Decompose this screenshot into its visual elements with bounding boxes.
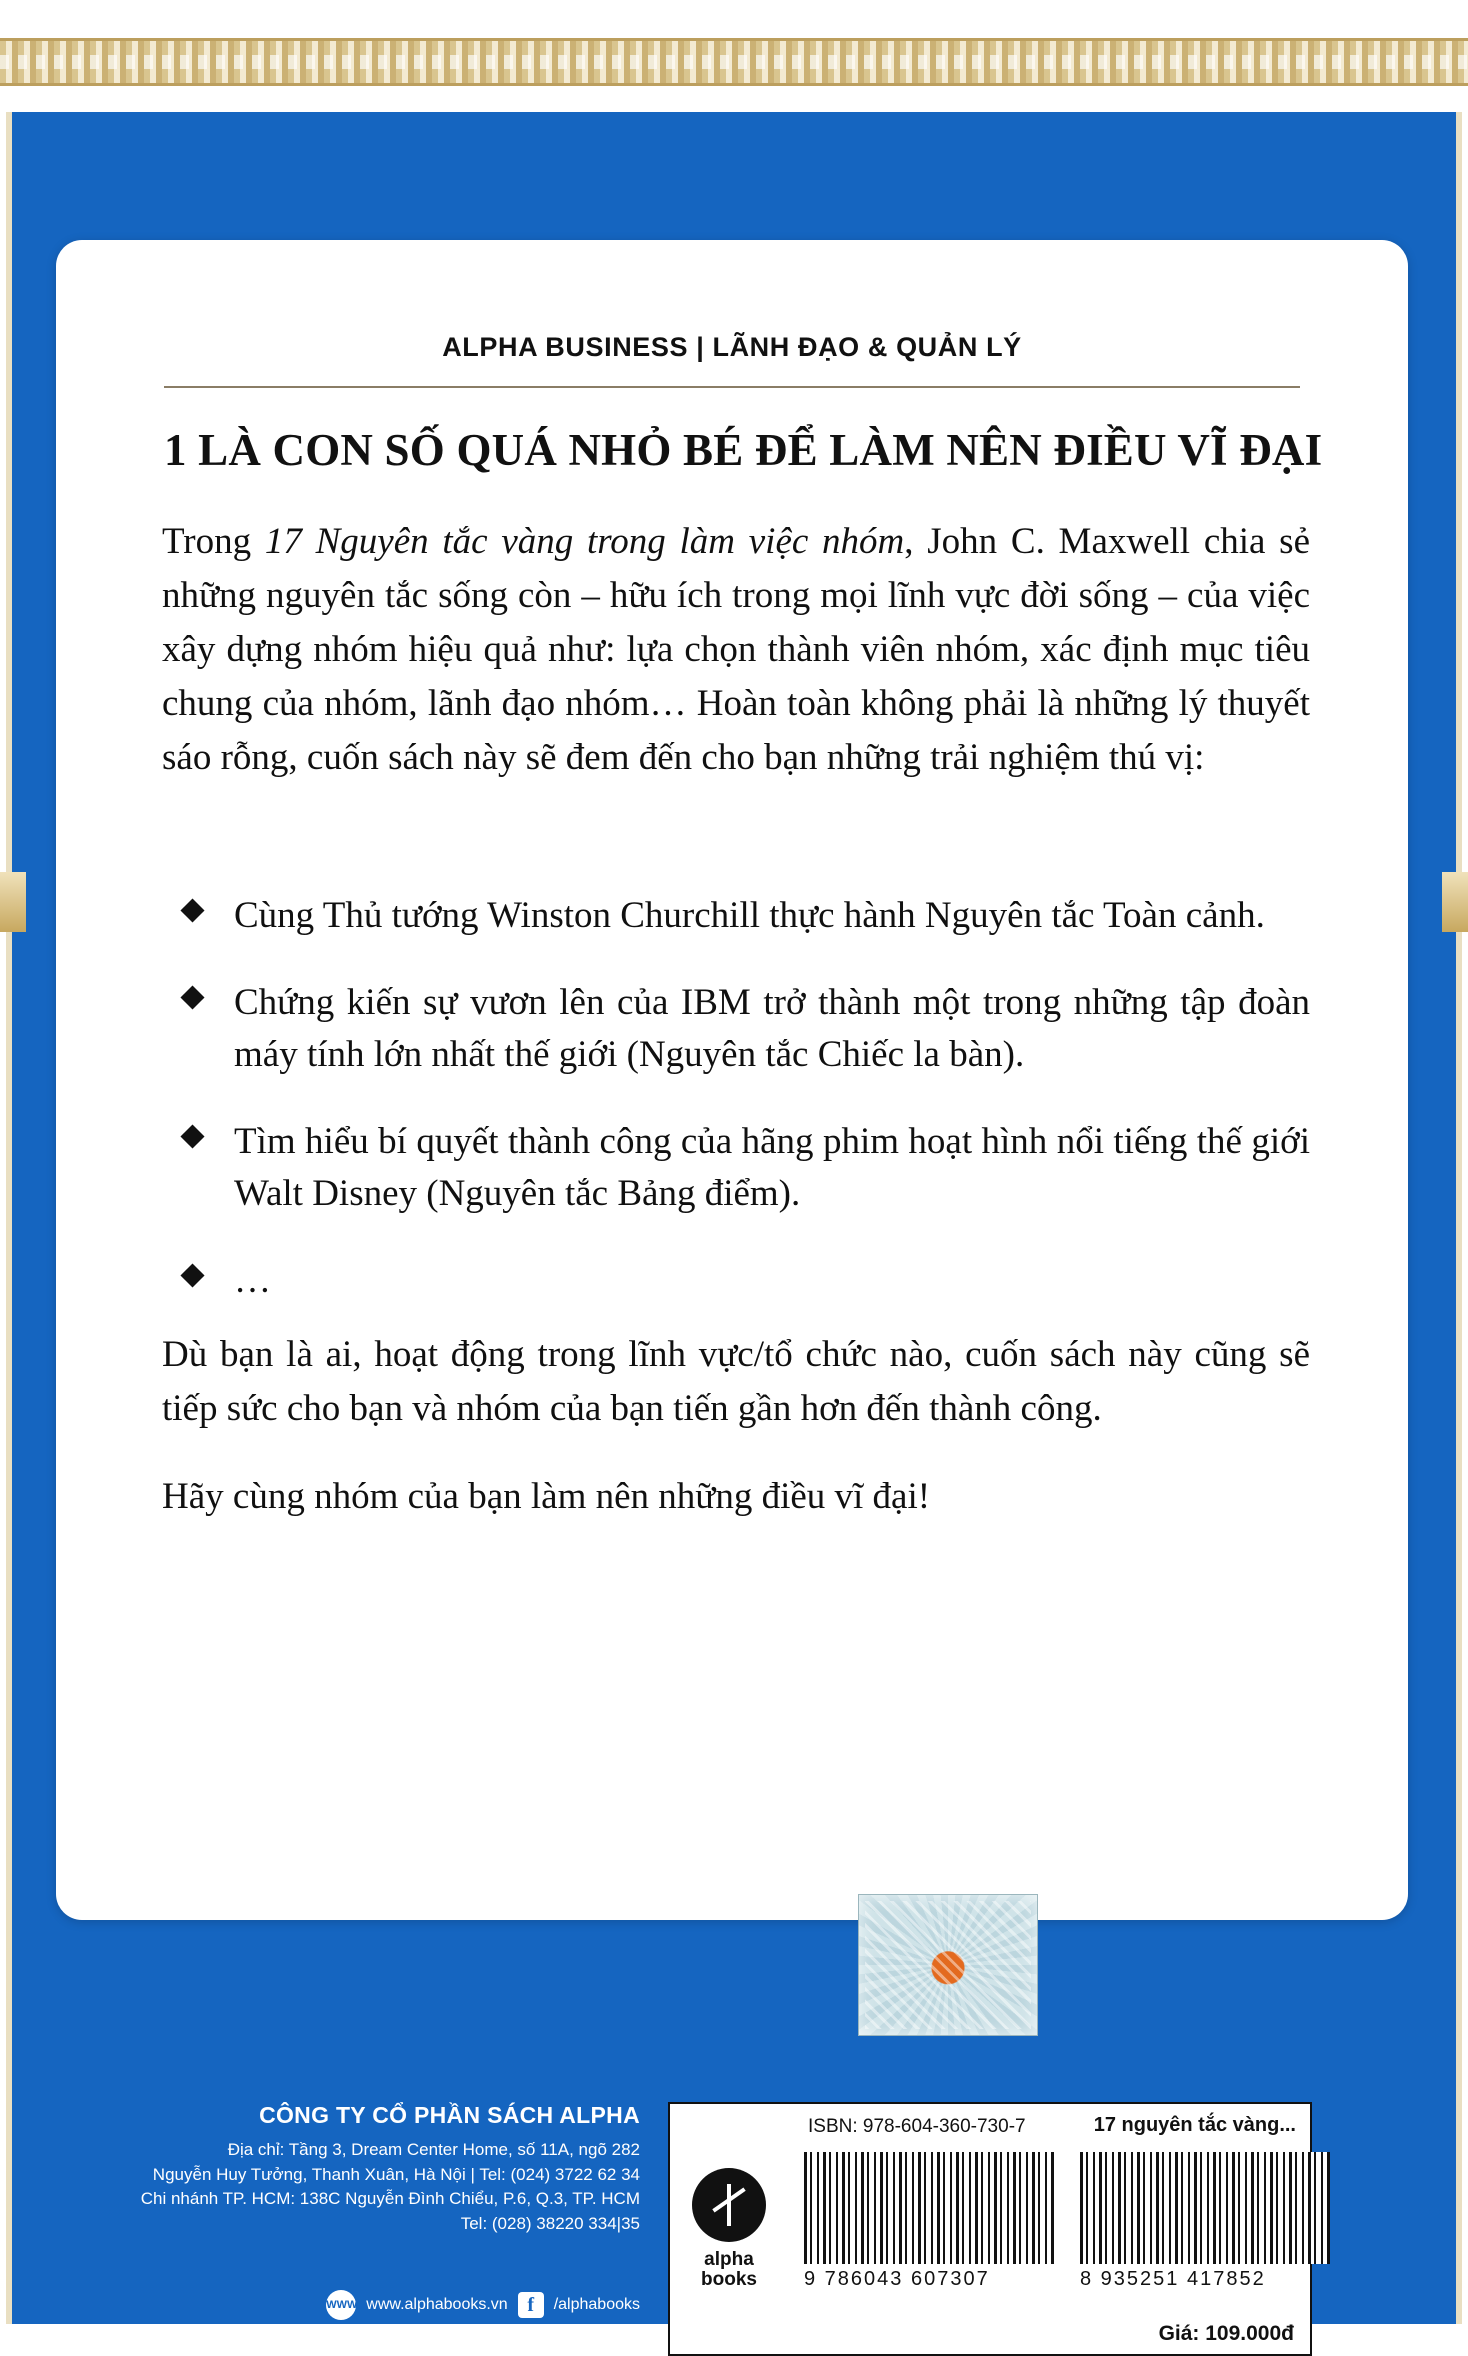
list-item — [162, 977, 1310, 1082]
gold-accent-right — [1442, 872, 1468, 932]
diamond-bullet-icon — [180, 898, 204, 922]
publisher-info — [120, 2102, 640, 2237]
publisher-address-2: Nguyễn Huy Tưởng, Thanh Xuân, Hà Nội | Tel: (024) 3722 62 34 — [152, 2164, 640, 2184]
hologram-sticker — [858, 1894, 1038, 2036]
barcode-digits: 8 935251 417852 — [1080, 2268, 1266, 2290]
publisher-logo — [670, 2104, 788, 2354]
divider-rule — [164, 386, 1300, 388]
list-item — [162, 1255, 1310, 1308]
gold-accent-left — [0, 872, 26, 932]
publisher-facebook[interactable]: /alphabooks — [553, 2296, 640, 2313]
publisher-social — [120, 2290, 640, 2320]
publisher-website[interactable]: www.alphabooks.vn — [366, 2296, 508, 2313]
series-label: ALPHA BUSINESS | LÃNH ĐẠO & QUẢN LÝ — [442, 332, 1022, 362]
closing-paragraph-2: Hãy cùng nhóm của bạn làm nên những điều vĩ đại! — [162, 1476, 931, 1518]
spine-edge-right — [1446, 112, 1468, 2324]
cover-background — [0, 112, 1468, 2345]
facebook-icon: f — [518, 2292, 544, 2318]
gold-ornament-strip — [0, 38, 1468, 86]
alpha-books-logo-icon — [692, 2168, 766, 2242]
intro-text-after: , John C. Maxwell chia sẻ những nguyên tắc sống còn – hữu ích trong mọi lĩnh vực đời sống – của việc xây dựng nhóm hiệu quả như: lựa chọn thành viên nhóm, xác định mục tiêu chung của nhóm, lãnh đạo nhóm… Hoàn toàn không phải là những lý thuyết sáo rỗng, cuốn sách này sẽ đem đến cho bạn những trải nghiệm thú vị: — [162, 521, 1311, 779]
logo-text-line2: books — [701, 2269, 757, 2290]
price-label: Giá: 109.000đ — [1158, 2322, 1294, 2345]
spine-edge-left — [0, 112, 22, 2324]
isbn-barcode-panel — [668, 2102, 1312, 2356]
publisher-tel-hcm: Tel: (028) 38220 334|35 — [460, 2213, 640, 2233]
short-title: 17 nguyên tắc vàng... — [1093, 2114, 1296, 2136]
intro-text-before: Trong — [162, 521, 265, 562]
barcode-isbn — [804, 2152, 1054, 2291]
barcode-digits: 9 786043 607307 — [804, 2268, 990, 2290]
publisher-name: CÔNG TY CỔ PHẦN SÁCH ALPHA — [259, 2102, 640, 2128]
barcode-image — [804, 2152, 1054, 2264]
barcode-ean — [1080, 2152, 1330, 2291]
diamond-bullet-icon — [180, 1124, 204, 1148]
barcodes — [804, 2152, 1330, 2291]
publisher-address-1: Địa chỉ: Tầng 3, Dream Center Home, số 11A, ngõ 282 — [227, 2140, 640, 2159]
logo-text-line1: alpha — [704, 2249, 754, 2271]
decorative-top-band — [0, 0, 1468, 112]
bullet-list — [162, 890, 1310, 1341]
diamond-bullet-icon — [180, 985, 204, 1009]
globe-icon: WWW — [326, 2290, 356, 2320]
intro-paragraph — [162, 515, 1310, 785]
list-item-text: Tìm hiểu bí quyết thành công của hãng phim hoạt hình nổi tiếng thế giới Walt Disney (Nguyên tắc Bảng điểm). — [234, 1120, 1310, 1215]
barcode-area — [788, 2104, 1310, 2354]
publisher-branch: Chi nhánh TP. HCM: 138C Nguyễn Đình Chiểu, P.6, Q.3, TP. HCM — [140, 2189, 640, 2209]
list-item-text: … — [234, 1259, 271, 1301]
list-item — [162, 890, 1310, 943]
book-title-italic: 17 Nguyên tắc vàng trong làm việc nhóm — [264, 521, 905, 562]
closing-paragraph-1: Dù bạn là ai, hoạt động trong lĩnh vực/tổ chức nào, cuốn sách này cũng sẽ tiếp sức cho bạn và nhóm của bạn tiến gần hơn đến thành công. — [162, 1334, 1310, 1430]
diamond-bullet-icon — [180, 1263, 204, 1287]
page-title: 1 LÀ CON SỐ QUÁ NHỎ BÉ ĐỂ LÀM NÊN ĐIỀU VĨ ĐẠI — [164, 425, 1323, 475]
isbn-number: ISBN: 978-604-360-730-7 — [808, 2116, 1026, 2137]
closing-paragraphs — [162, 1328, 1310, 1558]
list-item-text: Chứng kiến sự vươn lên của IBM trở thành một trong những tập đoàn máy tính lớn nhất thế giới (Nguyên tắc Chiếc la bàn). — [234, 981, 1310, 1076]
list-item-text: Cùng Thủ tướng Winston Churchill thực hành Nguyên tắc Toàn cảnh. — [234, 895, 1265, 936]
list-item — [162, 1116, 1310, 1221]
text-card — [56, 240, 1408, 1920]
logo-text — [701, 2250, 757, 2290]
barcode-image — [1080, 2152, 1330, 2264]
